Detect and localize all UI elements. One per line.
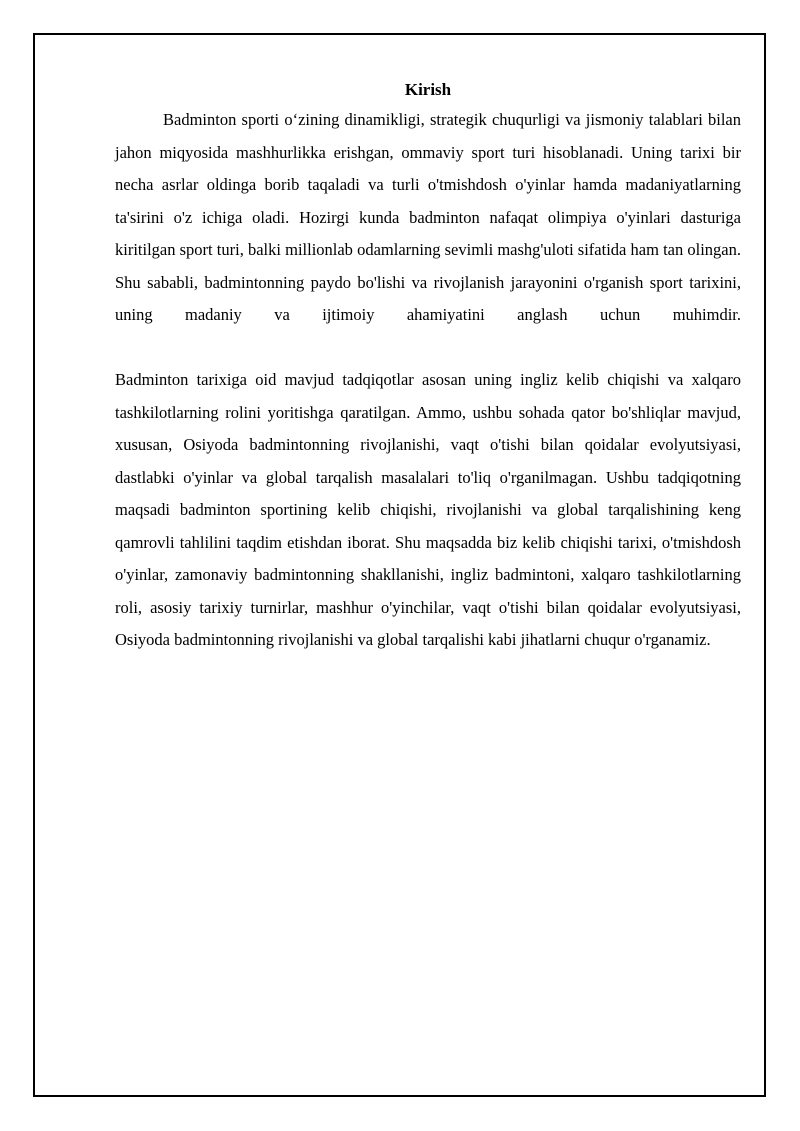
section-title: Kirish (404, 80, 452, 99)
paragraph-intro: Badminton sporti o‘zining dinamikligi, strategik chuqurligi va jismoniy talablari bilan jahon miqyosida mashhurlikka erishgan, ommaviy sport turi hisoblanadi. Uning tarixi bir necha asrlar oldinga borib taqaladi va turli o'tmishdosh o'yinlar hamda madaniyatlarning ta'sirini o'z ichiga oladi. Hozirgi kunda badminton nafaqat olimpiya o'yinlari dasturiga kiritilgan sport turi, balki millionlab odamlarning sevimli mashg'uloti sifatida ham tan olingan. Shu sababli, badmintonning paydo bo'lishi va rivojlanish jarayonini o'rganish sport tarixini, uning madaniy va ijtimoiy ahamiyatini anglash uchun muhimdir. (115, 110, 741, 324)
document-body (115, 76, 741, 657)
paragraph-research: Badminton tarixiga oid mavjud tadqiqotlar asosan uning ingliz kelib chiqishi va xalqaro tashkilotlarning rolini yoritishga qaratilgan. Ammo, ushbu sohada qator bo'shliqlar mavjud, xususan, Osiyoda badmintonning rivojlanishi, vaqt o'tishi bilan qoidalar evolyutsiyasi, dastlabki o'yinlar va global tarqalish masalalari to'liq o'rganilmagan. Ushbu tadqiqotning maqsadi badminton sportining kelib chiqishi, rivojlanishi va global tarqalishining keng qamrovli tahlilini taqdim etishdan iborat. Shu maqsadda biz kelib chiqishi tarixi, o'tmishdosh o'yinlar, zamonaviy badmintonning shakllanishi, ingliz badmintoni, xalqaro tashkilotlarning roli, asosiy tarixiy turnirlar, mashhur o'yinchilar, vaqt o'tishi bilan qoidalar evolyutsiyasi, Osiyoda badmintonning rivojlanishi va global tarqalishi kabi jihatlarni chuqur o'rganamiz. (115, 370, 741, 649)
